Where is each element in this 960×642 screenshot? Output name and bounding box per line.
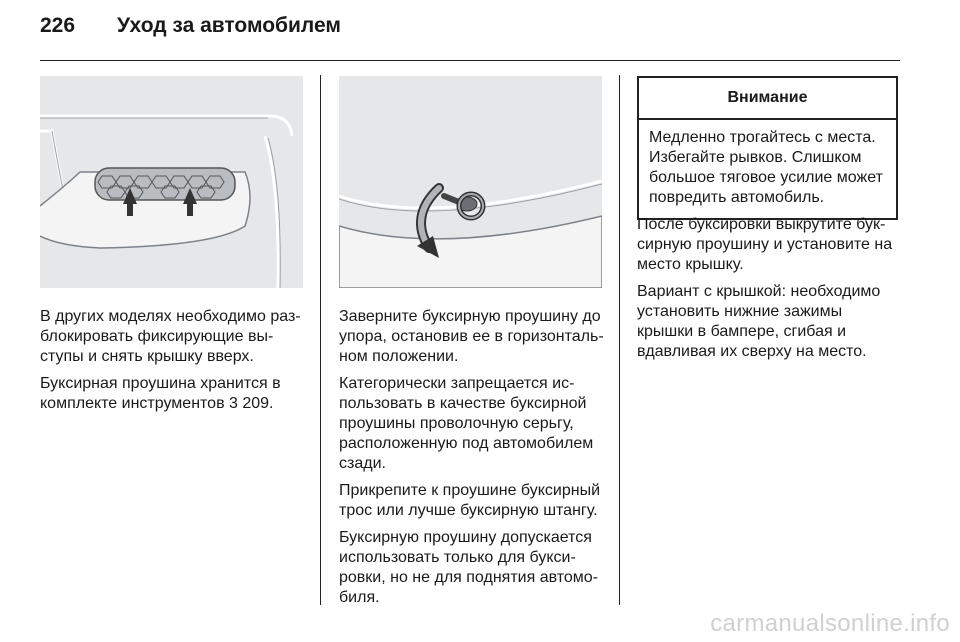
header-rule	[40, 60, 900, 61]
column-2-text	[339, 307, 609, 615]
paragraph: После буксировки выкрутите бук- сирную проушину и установите на место крышку.	[637, 216, 893, 273]
paragraph: В других моделях необходимо раз- блокировать фиксирующие вы- ступы и снять крышку вверх.	[40, 308, 301, 365]
paragraph: Буксирную проушину допускается использовать только для букси- ровки, но не для поднятия автомо- биля.	[339, 529, 599, 606]
column-divider-left	[320, 75, 321, 605]
bumper-cover-drawing	[40, 76, 303, 288]
paragraph: Буксирная проушина хранится в комплекте инструментов 3 209.	[40, 375, 281, 412]
column-divider-right	[619, 75, 620, 605]
section-title: Уход за автомобилем	[117, 14, 341, 37]
towing-eye-illustration	[339, 76, 602, 288]
watermark: carmanualsonline.info	[710, 610, 950, 637]
paragraph: Вариант с крышкой: необходимо установить нижние зажимы крышки в бампере, сгибая и вдавливая их сверху на место.	[637, 283, 881, 360]
page-number: 226	[40, 14, 76, 37]
towing-eye-drawing	[339, 76, 602, 288]
warning-title: Внимание	[639, 78, 896, 120]
column-3-text	[637, 215, 902, 369]
warning-text: Медленно трогайтесь с места. Избегайте рывков. Слишком большое тяговое усилие может повредить автомобиль.	[649, 129, 883, 206]
paragraph: Заверните буксирную проушину до упора, остановив ее в горизонталь- ном положении.	[339, 308, 604, 365]
column-1-text	[40, 307, 310, 421]
bumper-cover-illustration	[40, 76, 303, 288]
warning-box	[637, 76, 898, 220]
paragraph: Прикрепите к проушине буксирный трос или лучше буксирную штангу.	[339, 482, 601, 519]
paragraph: Категорически запрещается ис- пользовать в качестве буксирной проушины проволочную серьгу, расположенную под автомобилем сзади.	[339, 375, 594, 472]
